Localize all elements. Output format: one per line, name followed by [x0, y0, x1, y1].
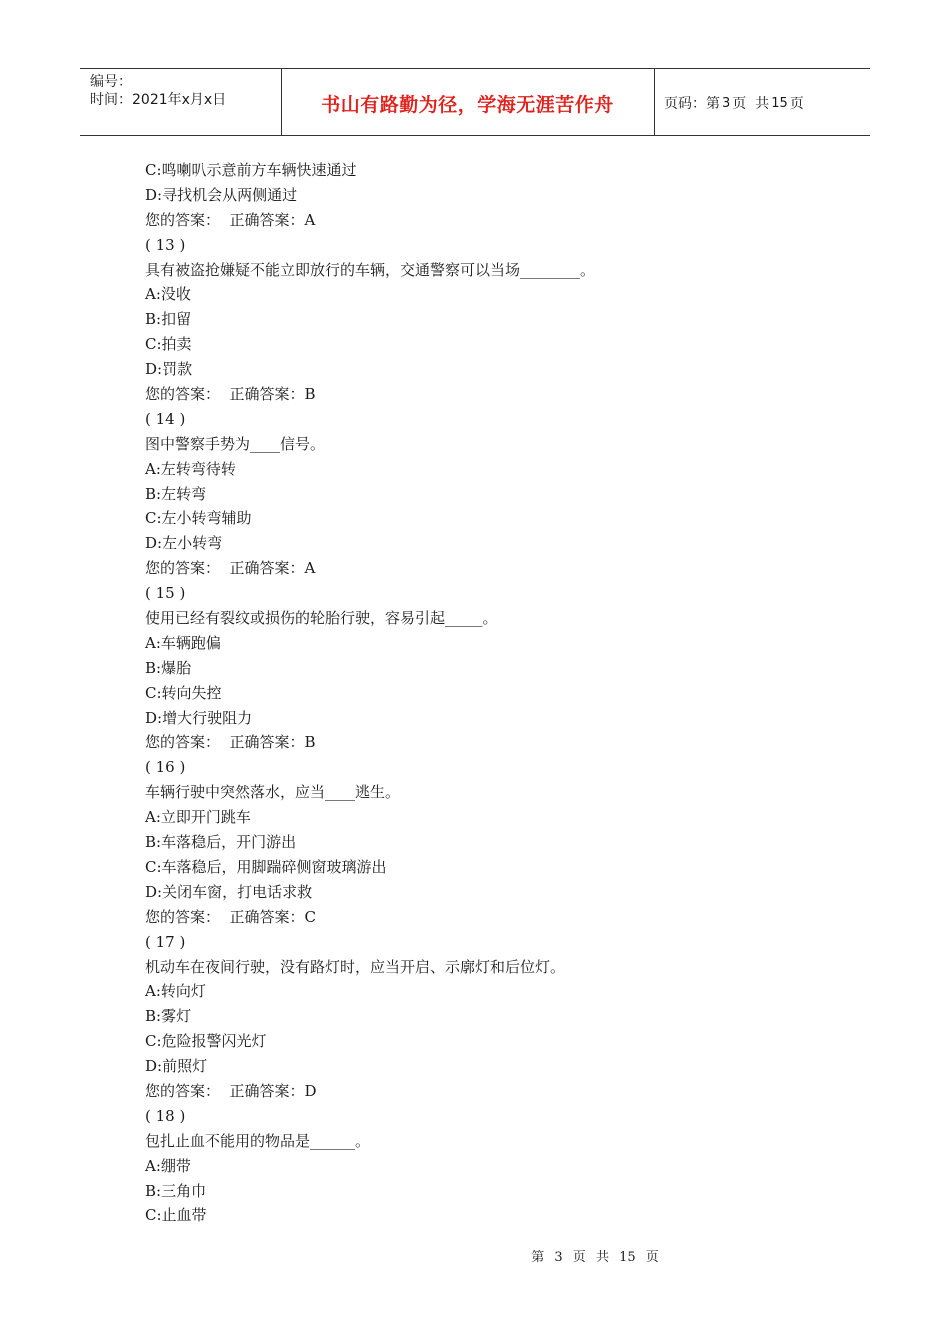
text-line: D:左小转弯	[145, 534, 223, 553]
text-line: C:止血带	[145, 1206, 207, 1225]
text-line: 具有被盗抢嫌疑不能立即放行的车辆，交通警察可以当场________。	[145, 260, 596, 279]
footer-prefix: 第	[531, 1250, 545, 1265]
text-line: 您的答案： 正确答案：D	[145, 1081, 317, 1100]
text-line: 包扎止血不能用的物品是______。	[145, 1131, 371, 1150]
text-line: B:扣留	[145, 310, 192, 329]
text-line: B:三角巾	[145, 1181, 207, 1200]
text-line: B:雾灯	[145, 1007, 192, 1026]
footer-middle1: 页	[572, 1250, 586, 1265]
text-line: ( 18 )	[145, 1106, 186, 1125]
header-meta	[90, 73, 226, 109]
footer-suffix: 页	[645, 1250, 659, 1265]
page-total: 15	[771, 95, 788, 111]
text-line: 您的答案： 正确答案：B	[145, 733, 316, 752]
text-line: B:爆胎	[145, 658, 192, 677]
code-label: 编号：	[90, 74, 132, 90]
text-line: C:转向失控	[145, 683, 222, 702]
text-line: A:转向灯	[145, 982, 206, 1001]
header-page-info	[664, 69, 804, 137]
text-line: A:左转弯待转	[145, 459, 236, 478]
footer-middle2: 共	[595, 1250, 609, 1265]
text-line: 您的答案： 正确答案：A	[145, 559, 316, 578]
text-line: 车辆行驶中突然落水，应当____逃生。	[145, 783, 401, 802]
text-line: C:车落稳后，用脚踹碎侧窗玻璃游出	[145, 857, 387, 876]
text-line: A:没收	[145, 285, 191, 304]
text-line: 您的答案： 正确答案：C	[145, 907, 317, 926]
text-line: B:左转弯	[145, 484, 207, 503]
text-line: A:立即开门跳车	[145, 808, 251, 827]
text-line: C:拍卖	[145, 335, 192, 354]
text-line: C:左小转弯辅助	[145, 509, 252, 528]
text-line: 图中警察手势为____信号。	[145, 434, 326, 453]
footer-current: 3	[554, 1250, 563, 1265]
header-divider	[654, 69, 655, 135]
text-line: ( 17 )	[145, 932, 186, 951]
text-line: D:罚款	[145, 360, 193, 379]
text-line: D:前照灯	[145, 1057, 208, 1076]
time-label: 时间：2021年x月x日	[90, 92, 227, 108]
text-line: B:车落稳后，开门游出	[145, 833, 297, 852]
header-motto: 书山有路勤为径，学海无涯苦作舟	[321, 93, 614, 116]
text-line: D:关闭车窗，打电话求救	[145, 882, 313, 901]
text-line: 机动车在夜间行驶，没有路灯时，应当开启、示廓灯和后位灯。	[145, 957, 566, 976]
question-list	[145, 158, 865, 1228]
text-line: 使用已经有裂纹或损伤的轮胎行驶，容易引起_____。	[145, 609, 498, 628]
text-line: 您的答案： 正确答案：A	[145, 210, 316, 229]
document-header	[80, 68, 870, 136]
text-line: D:增大行驶阻力	[145, 708, 253, 727]
text-line: C:危险报警闪光灯	[145, 1032, 267, 1051]
page-suffix: 页	[789, 96, 804, 112]
text-line: 您的答案： 正确答案：B	[145, 385, 316, 404]
text-line: ( 15 )	[145, 584, 186, 603]
text-line: A:绷带	[145, 1156, 191, 1175]
text-line: A:车辆跑偏	[145, 633, 221, 652]
text-line: ( 14 )	[145, 409, 186, 428]
text-line: D:寻找机会从两侧通过	[145, 185, 298, 204]
text-line: ( 16 )	[145, 758, 186, 777]
footer-total: 15	[619, 1250, 636, 1265]
text-line: ( 13 )	[145, 235, 186, 254]
page-footer	[0, 1246, 950, 1265]
page-prefix: 页码：第	[664, 96, 720, 112]
page-current: 3	[722, 95, 731, 111]
text-line: C:鸣喇叭示意前方车辆快速通过	[145, 161, 357, 179]
page-middle: 页 共	[732, 96, 770, 112]
